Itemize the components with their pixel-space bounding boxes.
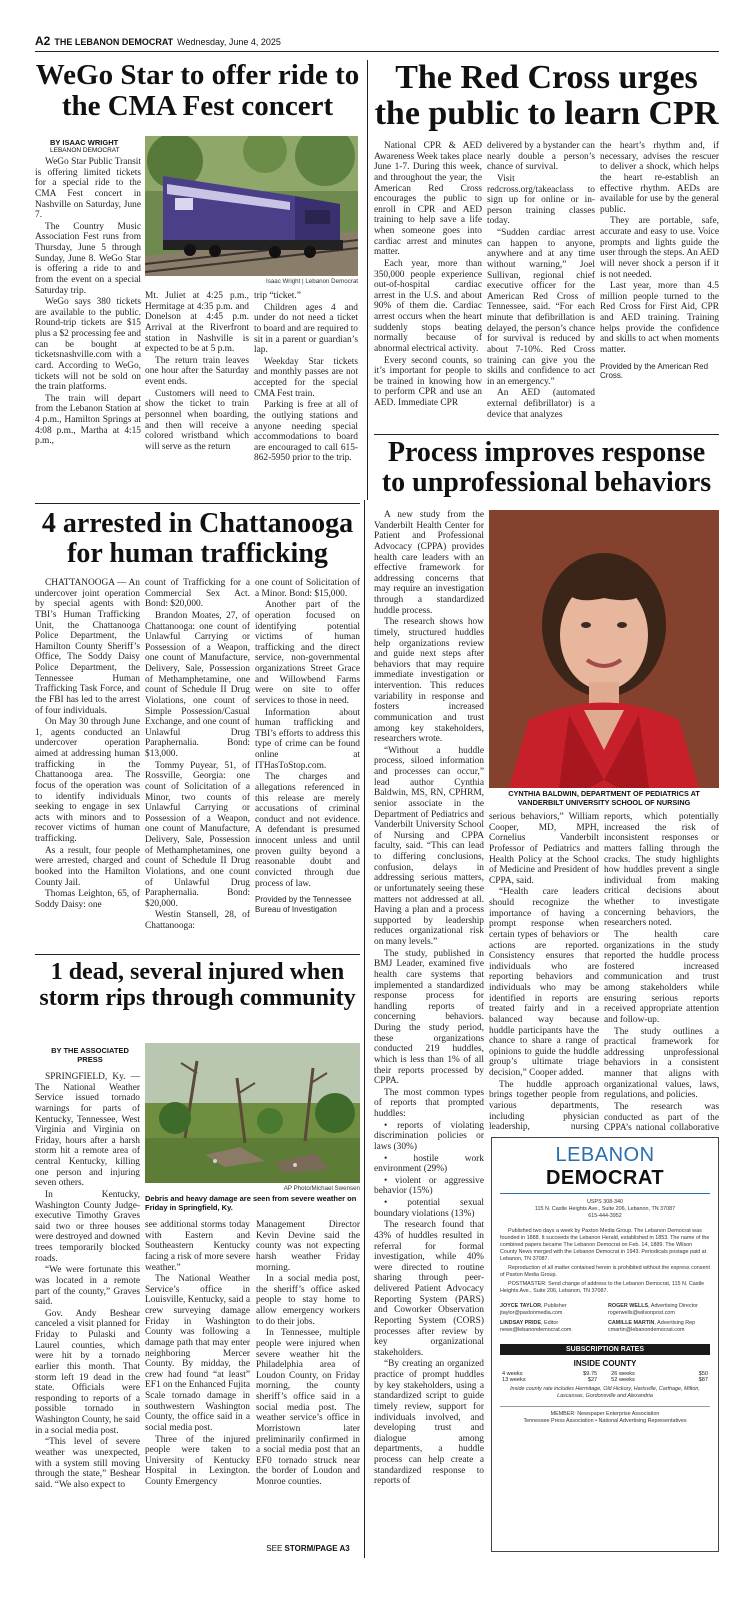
wego-paragraph: Weekday Star tickets and monthly passes are not accepted for the special CMA Fest train. bbox=[254, 356, 358, 399]
arrested-col2 bbox=[145, 578, 250, 950]
process-paragraph: “Without a huddle process, siloed information and processes can occur,” lead author Cynthia Baldwin, MS, RN, CPHRM, senior associate in the Department of Pediatrics and Vanderbilt University School of Nursing and CPPA faculty, said. “This can lead to differing conclusions, confusion, delays in addressing serious matters, or unfortunately seeing these matters not addressed at all. Having a plan and a process supported by leadership reduces organizational risk on many levels.” bbox=[374, 745, 484, 947]
process-col3 bbox=[604, 812, 719, 1132]
inside-county-label: INSIDE COUNTY bbox=[573, 1359, 637, 1369]
wego-paragraph: Customers will need to show the ticket to train personnel when boarding, and then will receive a colored wristband which will serve as the return bbox=[145, 388, 249, 452]
staff-role: Publisher bbox=[544, 1303, 567, 1310]
masthead-box bbox=[491, 1137, 719, 1552]
staff-name: CAMILLE MARTIN bbox=[608, 1320, 655, 1327]
wego-paragraph: The return train leaves one hour after the Saturday event ends. bbox=[145, 355, 249, 387]
redcross-col3 bbox=[600, 141, 719, 431]
wego-paragraph: Mt. Juliet at 4:25 p.m., Hermitage at 4:35 p.m. and Donelson at 4:45 p.m. Arrival at the Riverfront station in Nashville is expected to be at 5 p.m. bbox=[145, 291, 249, 355]
arrested-paragraph: The charges and allegations referenced in this release are merely accusations of criminal conduct and not evidence. A defendant is presumed innocent unless and until proven guilty beyond a reasonable doubt and convicted through due process of law. bbox=[255, 772, 360, 889]
rate-price: $27 bbox=[587, 1377, 598, 1384]
storm-photo bbox=[145, 1043, 360, 1183]
section-rule bbox=[35, 954, 360, 955]
arrested-paragraph: count of Trafficking for a Commercial Sex Act. Bond: $20,000. bbox=[145, 578, 250, 610]
wego-headline: WeGo Star to offer ride to the CMA Fest concert bbox=[35, 59, 360, 123]
member-line-2: Tennessee Press Association • National Advertising Representatives bbox=[523, 1418, 687, 1425]
process-paragraph: The health care organizations in the study reported the huddle process fostered increased communication and trust among stakeholders while ensuring serious reports received appropriate attention and follow-up. bbox=[604, 929, 719, 1025]
redcross-headline: The Red Cross urges the public to learn CPR bbox=[374, 59, 719, 132]
process-paragraph: The most common types of reports that prompted huddles: bbox=[374, 1087, 484, 1119]
paper-name: THE LEBANON DEMOCRAT bbox=[54, 37, 174, 47]
arrested-paragraph: As a result, four people were arrested, charged and booked into the Hamilton County Jail. bbox=[35, 845, 140, 888]
staff-name: LINDSAY PRIDE bbox=[500, 1320, 542, 1327]
arrested-paragraph: Another part of the operation focused on identifying potential victims of human trafficking and the direct service, non-governmental organizations Street Grace and Willowbend Farms were on site to offer services to those in need. bbox=[255, 600, 360, 706]
redcross-paragraph: Each year, more than 350,000 people experience out-of-hospital cardiac arrest in the U.S. and about 90% of them die. Cardiac arrest occurs when the heart suddenly stops beating normally because of abnormal electrical activity. bbox=[374, 258, 482, 354]
process-headline: Process improves response to unprofessional behaviors bbox=[381, 437, 712, 499]
rate-period: 26 weeks bbox=[611, 1371, 635, 1378]
process-paragraph: “Health care leaders should recognize the importance of having a prompt response when certain types of behaviors or actions are reported. Consistency ensures that individuals who are reporting behaviors and individuals who may be identified in reports are treated fairly and in a balanced way because huddle participants have the chance to share a range of opinions to guide the huddle group’s ultimate triage decision,” Cooper added. bbox=[489, 887, 599, 1078]
redcross-paragraph: An AED (automated external defibrillator) is a device that analyzes bbox=[487, 388, 595, 420]
arrested-paragraph: one count of Solicitation of a Minor. Bond: $15,000. bbox=[255, 578, 360, 599]
wego-photo-credit: Isaac Wright | Lebanon Democrat bbox=[266, 278, 358, 285]
masthead-about: Published two days a week by Paxton Media Group. The Lebanon Democrat was founded in 1888. It succeeds the Lebanon Herald, established in 1853. The name of the combined papers became The Lebanon Democrat on Feb. 14, 1889. The Wilson County News merged with the Lebanon Democrat in 1943. Periodicals postage paid at Lebanon, TN 37087. bbox=[500, 1228, 710, 1263]
process-paragraph: The research shows how timely, structured huddles help organizations review and guide next steps after behaviors that may require immediate investigation or intervention. This reduces variability in response and fosters increased communication and trust among key stakeholders, researchers wrote. bbox=[374, 617, 484, 745]
rates-row bbox=[500, 1377, 710, 1383]
wego-byline-org: LEBANON DEMOCRAT bbox=[50, 147, 120, 154]
wego-paragraph: The train will depart from the Lebanon Station at 4 p.m., Hamilton Springs at 4:08 p.m., Martha at 4:15 p.m., bbox=[35, 393, 141, 447]
subscription-title: SUBSCRIPTION RATES bbox=[500, 1344, 710, 1355]
staff-entry: JOYCE TAYLOR, Publisher jtaylor@paxtonmedia.com bbox=[500, 1303, 567, 1317]
storm-paragraph: The National Weather Service’s office in Louisville, Kentucky, said a crew surveying damage Friday in Washington County was following a damage path that may enter neighboring Mercer County. By midday, the crew had found “at least” EF1 on the Enhanced Fujita Scale tornado damage in southwestern Washington County, the office said in a social media post. bbox=[145, 1274, 250, 1433]
redcross-paragraph: Last year, more than 4.5 million people turned to the Red Cross for First Aid, CPR and AED training. Training helps provide the confidence and skills to act when moments matter. bbox=[600, 281, 719, 355]
redcross-paragraph: They are portable, safe, accurate and easy to use. Voice prompts and lights guide the user through the steps. An AED will never shock a person if it is not needed. bbox=[600, 216, 719, 280]
storm-paragraph: Gov. Andy Beshear canceled a visit planned for Friday to Pulaski and Laurel counties, which were hit by a tornado earlier this month. That storm left 19 dead in the state. Officials were responding to reports of a possible tornado in Washington County, he said in a social media post. bbox=[35, 1308, 140, 1436]
staff-email[interactable]: jtaylor@paxtonmedia.com bbox=[500, 1310, 563, 1317]
masthead-phone: 615-444-3952 bbox=[588, 1213, 622, 1220]
arrested-headline: 4 arrested in Chattanooga for human trafficking bbox=[41, 508, 354, 570]
storm-paragraph: “We were fortunate this was located in a remote part of the county,” Graves said. bbox=[35, 1265, 140, 1308]
logo-light: LEBANON bbox=[555, 1144, 655, 1166]
staff-entry: CAMILLE MARTIN, Advertising Rep cmartin@lebanondemocrat.com bbox=[608, 1320, 696, 1334]
wego-paragraph: Children ages 4 and under do not need a ticket to board and are required to sit in a parent or guardian’s lap. bbox=[254, 302, 358, 356]
wego-paragraph: WeGo says 380 tickets are available to the public. Round-trip tickets are $15 plus a $2 processing fee and can be bought at ticketsnashville.com with a card. According to WeGo, tickets will not be sold on the train platforms. bbox=[35, 297, 141, 393]
process-photo-caption: CYNTHIA BALDWIN, DEPARTMENT OF PEDIATRICS AT VANDERBILT UNIVERSITY SCHOOL OF NURSING bbox=[508, 789, 700, 807]
redcross-paragraph: the heart’s rhythm and, if necessary, advises the rescuer to deliver a shock, which helps the heart re-establish an effective rhythm. AEDs are available for use by the general public. bbox=[600, 141, 719, 215]
issue-date: Wednesday, June 4, 2025 bbox=[177, 37, 281, 47]
wego-photo bbox=[145, 136, 358, 276]
arrested-paragraph: Westin Stansell, 28, of Chattanooga: bbox=[145, 910, 250, 931]
redcross-paragraph: delivered by a bystander can nearly double a person’s chance of survival. bbox=[487, 141, 595, 173]
staff-entry: LINDSAY PRIDE, Editor news@lebanondemocrat.com bbox=[500, 1320, 572, 1334]
storm-paragraph: see additional storms today with Eastern and Southeastern Kentucky facing a risk of more severe weather.” bbox=[145, 1220, 250, 1273]
process-paragraph: The research was conducted as part of the CPPA’s national collaborative bbox=[604, 1101, 719, 1132]
process-col1 bbox=[374, 510, 484, 1558]
wego-col2 bbox=[145, 291, 249, 500]
wego-byline bbox=[50, 138, 140, 155]
process-bullet: • hostile work environment (29%) bbox=[374, 1153, 484, 1175]
wego-paragraph: Parking is free at all of the outlying stations and anyone needing special accommodations to board are encouraged to call 615-862-5950 prior to the trip. bbox=[254, 400, 358, 464]
portrait-image bbox=[489, 510, 719, 788]
arrested-col3 bbox=[255, 578, 360, 950]
process-paragraph: The study outlines a practical framework for addressing unprofessional behaviors in a consistent manner that aligns with organizational values, laws, regulations, and policies. bbox=[604, 1026, 719, 1101]
page-header bbox=[35, 34, 719, 52]
rate-price: $87 bbox=[698, 1377, 708, 1384]
wego-paragraph: The Country Music Association Fest runs from Thursday, June 5 through Sunday, June 8. WeGo Star is offering a ride to and from the event on a special Saturday trip. bbox=[35, 221, 141, 296]
rate-period: 52 weeks bbox=[611, 1377, 635, 1384]
process-paragraph: The huddle approach brings together people from various departments, including physician leadership, nursing bbox=[489, 1079, 599, 1132]
masthead-logo bbox=[500, 1144, 710, 1190]
redcross-paragraph: “Sudden cardiac arrest can happen to anyone, anywhere and at any time without warning,” Joel Sullivan, regional chief executive officer for the American Red Cross of Tennessee, said. “For each minute that defibrillation is delayed, the person’s chance for survival is reduced by about 7-10%. Red Cross training can give you the skills and confidence to act in an emergency.” bbox=[487, 228, 595, 387]
masthead-divider bbox=[500, 1406, 710, 1407]
staff-list bbox=[500, 1303, 710, 1334]
rate-price: $50 bbox=[698, 1371, 708, 1378]
staff-role: Advertising Rep bbox=[657, 1320, 696, 1327]
staff-name: JOYCE TAYLOR bbox=[500, 1303, 542, 1310]
storm-paragraph: Management Director Kevin Devine said the county was not expecting harsh weather Friday morning. bbox=[256, 1220, 360, 1273]
storm-paragraph: Three of the injured people were taken to University of Kentucky Hospital in Lexington. County Emergency bbox=[145, 1434, 250, 1487]
logo-rule bbox=[500, 1193, 710, 1194]
redcross-col1 bbox=[374, 141, 482, 431]
arrested-provided: Provided by the Tennessee Bureau of Investigation bbox=[255, 895, 352, 914]
arrested-paragraph: CHATTANOOGA — An undercover joint operation by special agents with TBI’s Human Trafficking Unit, the Chattanooga Police Department, the Hamilton County Sheriff’s Office, The Soddy Daisy Police Department, the Tennessee Human Trafficking Task Force, and the FBI has led to the arrest of four individuals. bbox=[35, 578, 140, 716]
storm-col3 bbox=[256, 1220, 360, 1538]
process-paragraph: The research found that 43% of huddles resulted in referral for formal investigation, while 40% were directed to routine sharing through peer-delivered Patient Advocacy Reporting System (PARS) and Coworker Observation Reporting System (CORS) processes after review by key organizational stakeholders. bbox=[374, 1220, 484, 1358]
redcross-paragraph: National CPR & AED Awareness Week takes place June 1-7. During this week, and throughout the year, the American Red Cross encourages the public to enroll in CPR and AED training to help save a life when someone goes into cardiac arrest and minutes matter. bbox=[374, 141, 482, 258]
process-photo bbox=[489, 510, 719, 788]
arrested-paragraph: Thomas Leighton, 65, of Soddy Daisy: one bbox=[35, 889, 140, 910]
wego-col3 bbox=[254, 291, 358, 500]
logo-bold: DEMOCRAT bbox=[545, 1167, 665, 1189]
storm-paragraph: SPRINGFIELD, Ky. — The National Weather Service issued tornado warnings for parts of Kentucky, Tennessee, West Virginia and Virginia on Friday, hours after a harsh storm hit a remote area of central Kentucky, killing one person and injuring seven others. bbox=[35, 1072, 140, 1189]
redcross-paragraph: Visit redcross.org/takeaclass to sign up for online or in-person training classes today. bbox=[487, 173, 595, 227]
process-paragraph: reports, which potentially increased the risk of inconsistent responses or matters falling through the cracks. The study highlights how huddles prevent a single individual from making critical decisions about whether to investigate concerning behaviors, the researchers noted. bbox=[604, 812, 719, 929]
usps-number: USPS 308-340 bbox=[587, 1199, 623, 1205]
staff-entry: ROGER WELLS, Advertising Director rogerwells@wilsonpost.com bbox=[608, 1303, 698, 1317]
storm-byline: BY THE ASSOCIATED PRESS bbox=[51, 1046, 129, 1064]
staff-role: Editor bbox=[544, 1320, 559, 1327]
redcross-provided: Provided by the American Red Cross. bbox=[600, 361, 709, 381]
masthead-postmaster: POSTMASTER: Send change of address to the Lebanon Democrat, 115 N. Castle Heights Ave., Suite 206, Lebanon, TN 37087. bbox=[500, 1281, 705, 1295]
section-rule bbox=[35, 503, 360, 504]
process-paragraph: serious behaviors,” William Cooper, MD, MPH, Cornelius Vanderbilt Professor of Pediatrics and Health Policy at the School of Medicine and President of CPPA, said. bbox=[489, 812, 599, 886]
wego-col1 bbox=[35, 157, 141, 500]
page-number: A2 bbox=[35, 34, 51, 48]
arrested-paragraph: On May 30 through June 1, agents conducted an undercover operation aimed at addressing human trafficking in the Chattanooga area. The focus of the operation was to identify individuals seeking to engage in sex acts with minors and to recover victims of human trafficking. bbox=[35, 717, 140, 844]
member-line: MEMBER: Newspaper Enterprise Association bbox=[550, 1411, 660, 1418]
staff-email[interactable]: news@lebanondemocrat.com bbox=[500, 1327, 572, 1334]
storm-paragraph: In Tennessee, multiple people were injured when severe weather hit the Philadelphia area of Loudon County, on Friday morning, the county sheriff’s office said in a social media post. The weather service’s office in Morristown later preliminarily confirmed in a social media post that an EF0 tornado struck near the border of Loudon and Monroe counties. bbox=[256, 1328, 360, 1487]
storm-jump-link[interactable] bbox=[256, 1544, 360, 1553]
process-paragraph: The study, published in BMJ Leader, examined five health care systems that implemented a standardized response process for handling reports of concerning behaviors. During the study period, these organizations conducted 219 huddles, which is less than 1% of all their reports processed by CPPA. bbox=[374, 948, 484, 1087]
storm-damage-image bbox=[145, 1043, 360, 1183]
column-rule-top bbox=[367, 60, 368, 500]
process-bullet: • reports of violating discrimination policies or laws (30%) bbox=[374, 1120, 484, 1152]
staff-name: ROGER WELLS bbox=[608, 1303, 649, 1310]
staff-email[interactable]: rogerwells@wilsonpost.com bbox=[608, 1310, 675, 1317]
redcross-col2 bbox=[487, 141, 595, 431]
storm-headline: 1 dead, several injured when storm rips through community bbox=[39, 959, 356, 1011]
process-col2 bbox=[489, 812, 599, 1132]
wego-byline-name: BY ISAAC WRIGHT bbox=[50, 138, 119, 147]
process-paragraph: A new study from the Vanderbilt Health Center for Patient and Professional Advocacy (CPPA) provides health care leaders with an effective framework for addressing concerns that may require an investigation through a standardized huddle process. bbox=[374, 510, 484, 616]
wego-paragraph: trip “ticket.” bbox=[254, 291, 301, 301]
rate-price: $9.75 bbox=[583, 1371, 598, 1378]
process-bullet: • violent or aggressive behavior (15%) bbox=[374, 1175, 484, 1197]
storm-photo-caption: Debris and heavy damage are seen from severe weather on Friday in Springfield, Ky. bbox=[145, 1194, 357, 1212]
rates-table bbox=[500, 1371, 710, 1383]
redcross-paragraph: Every second counts, so it’s important for people to be trained in knowing how to perform CPR and use an AED. Immediate CPR bbox=[374, 355, 482, 408]
arrested-paragraph: Brandon Moates, 27, of Chattanooga: one count of Unlawful Carrying or Possession of a Weapon, one count of Manufacture, Delivery, Sale, Possession of Methamphetamine, one count of Schedule II Drug Violations, one count of Simple Possession/Casual Exchange, and one count of Unlawful Drug Paraphernalia. Bond: $13,000. bbox=[145, 610, 250, 759]
storm-paragraph: “This level of severe weather was unexpected, with a system still moving through the state,” Beshear said. “We also expect to bbox=[35, 1437, 140, 1490]
process-bullet: • potential sexual boundary violations (13%) bbox=[374, 1198, 484, 1219]
arrested-paragraph: Tommy Puyear, 51, of Rossville, Georgia: one count of Solicitation of a Minor, two counts of Unlawful Carrying or Possession of a Weapon, one count of Manufacture, Delivery, Sale, Possession of Methamphetamines, one count of Schedule II Drug Violations, and one count of Unlawful Drug Paraphernalia. Bond: $20,000. bbox=[145, 760, 250, 909]
process-paragraph: “By creating an organized practice of prompt huddles by key stakeholders, using a standardized script to guide timely review, support for individuals involved, and developing trust and dialogue among departments, a huddle process can help create a standardized response to reports of bbox=[374, 1359, 484, 1487]
storm-paragraph: In a social media post, the sheriff’s office asked people to stay home to allow emergency workers to do their jobs. bbox=[256, 1274, 360, 1327]
arrested-paragraph: Information about human trafficking and TBI’s efforts to address this type of crime can be found online at ITHasToStop.com. bbox=[255, 707, 360, 771]
storm-col1 bbox=[35, 1072, 140, 1558]
train-image bbox=[145, 136, 358, 276]
section-rule bbox=[374, 434, 719, 435]
masthead-repro: Reproduction of all matter contained herein is prohibited without the express consent of Paxton Media Group. bbox=[500, 1265, 710, 1279]
column-rule-bottom bbox=[364, 500, 365, 1558]
staff-role: Advertising Director bbox=[650, 1303, 698, 1310]
jump-target: STORM/PAGE A3 bbox=[284, 1544, 350, 1553]
masthead-address: 115 N. Castle Heights Ave., Suite 206, Lebanon, TN 37087 bbox=[534, 1206, 676, 1213]
storm-paragraph: In Kentucky, Washington County Judge-executive Timothy Graves said two or three houses were destroyed and downed trees temporarily blocked roads. bbox=[35, 1189, 140, 1264]
arrested-col1 bbox=[35, 578, 140, 950]
rate-period: 4 weeks bbox=[502, 1371, 523, 1378]
jump-prefix: SEE bbox=[266, 1544, 283, 1553]
header-rule bbox=[35, 51, 719, 52]
storm-col2 bbox=[145, 1220, 250, 1558]
rate-period: 13 weeks bbox=[502, 1377, 526, 1384]
staff-email[interactable]: cmartin@lebanondemocrat.com bbox=[608, 1327, 685, 1334]
inside-county-note: Inside county rate includes Hermitage, Old Hickory, Hartsville, Carthage, Milton, Lascassas, Gordonsville and Alexandria bbox=[510, 1386, 700, 1400]
storm-photo-credit: AP Photo/Michael Swensen bbox=[283, 1185, 360, 1192]
wego-paragraph: WeGo Star Public Transit is offering limited tickets for a special ride to the CMA Fest concert in Nashville on Saturday, June 7. bbox=[35, 157, 141, 221]
